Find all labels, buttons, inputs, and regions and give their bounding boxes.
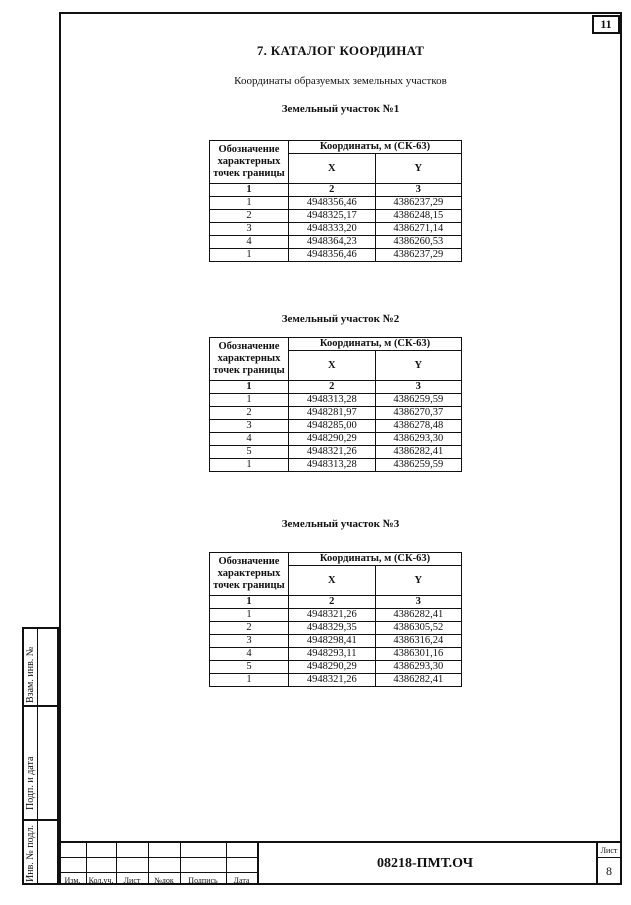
coords-header: Координаты, м (СК-63) — [289, 338, 462, 351]
col-num: 2 — [289, 184, 376, 197]
table-row — [210, 635, 462, 648]
point-cell: 3 — [210, 223, 289, 236]
x-header: X — [289, 351, 376, 381]
x-cell: 4948321,26 — [289, 446, 376, 459]
point-cell: 5 — [210, 446, 289, 459]
plot-2-table — [209, 337, 462, 472]
plot-2-heading: Земельный участок №2 — [281, 313, 400, 325]
table-row — [210, 420, 462, 433]
title-block-line — [59, 857, 257, 858]
point-cell: 2 — [210, 407, 289, 420]
y-cell: 4386293,30 — [375, 661, 462, 674]
point-cell: 1 — [210, 197, 289, 210]
x-cell: 4948356,46 — [289, 249, 376, 262]
col-num: 2 — [289, 596, 376, 609]
x-cell: 4948298,41 — [289, 635, 376, 648]
table-row — [210, 661, 462, 674]
table-row — [210, 446, 462, 459]
table-row — [210, 459, 462, 472]
x-header: X — [289, 154, 376, 184]
table-row — [210, 648, 462, 661]
plot-1-table — [209, 140, 462, 262]
col-num: 3 — [375, 184, 462, 197]
y-cell: 4386237,29 — [375, 197, 462, 210]
x-cell: 4948290,29 — [289, 661, 376, 674]
page-title: 7. КАТАЛОГ КООРДИНАТ — [256, 43, 425, 58]
point-cell: 5 — [210, 661, 289, 674]
y-cell: 4386305,52 — [375, 622, 462, 635]
y-cell: 4386316,24 — [375, 635, 462, 648]
x-cell: 4948281,97 — [289, 407, 376, 420]
coords-header: Координаты, м (СК-63) — [289, 141, 462, 154]
qty-label: Кол.уч. — [88, 876, 114, 885]
sheet-label: Лист — [600, 846, 618, 855]
table-row — [210, 433, 462, 446]
point-cell: 4 — [210, 648, 289, 661]
col-num: 3 — [375, 381, 462, 394]
sheet-number: 8 — [606, 864, 612, 878]
y-cell: 4386282,41 — [375, 446, 462, 459]
x-cell: 4948333,20 — [289, 223, 376, 236]
col-num: 1 — [210, 184, 289, 197]
point-cell: 2 — [210, 622, 289, 635]
point-cell: 1 — [210, 459, 289, 472]
table-row — [210, 407, 462, 420]
plot-1-heading: Земельный участок №1 — [281, 103, 400, 115]
coords-header: Координаты, м (СК-63) — [289, 553, 462, 566]
page-subtitle: Координаты образуемых земельных участков — [234, 75, 447, 87]
rev-label: Изм. — [64, 876, 81, 885]
side-stamp-row-line — [24, 819, 57, 821]
plot-3-table — [209, 552, 462, 687]
date-label: Дата — [233, 876, 250, 885]
table-row — [210, 197, 462, 210]
x-cell: 4948321,26 — [289, 674, 376, 687]
y-cell: 4386260,53 — [375, 236, 462, 249]
table-row — [210, 609, 462, 622]
y-header: Y — [375, 154, 462, 184]
y-header: Y — [375, 566, 462, 596]
x-cell: 4948313,28 — [289, 459, 376, 472]
point-cell: 3 — [210, 635, 289, 648]
point-cell: 2 — [210, 210, 289, 223]
docnum-label: №док — [154, 876, 174, 885]
table-row — [210, 236, 462, 249]
point-header: Обозначение характерных точек границы — [210, 141, 289, 184]
col-num: 1 — [210, 596, 289, 609]
sign-date-label: Подп. и дата — [25, 756, 36, 810]
title-block-line — [59, 872, 257, 873]
side-stamp — [22, 627, 59, 885]
table-row — [210, 249, 462, 262]
col-num: 3 — [375, 596, 462, 609]
replace-inv-label: Взам. инв. № — [25, 646, 36, 703]
table-row — [210, 223, 462, 236]
y-cell: 4386282,41 — [375, 674, 462, 687]
corner-page-number: 11 — [592, 15, 620, 34]
y-cell: 4386270,37 — [375, 407, 462, 420]
table-row — [210, 394, 462, 407]
y-cell: 4386293,30 — [375, 433, 462, 446]
y-cell: 4386278,48 — [375, 420, 462, 433]
y-cell: 4386271,14 — [375, 223, 462, 236]
x-cell: 4948329,35 — [289, 622, 376, 635]
y-header: Y — [375, 351, 462, 381]
table-row — [210, 210, 462, 223]
y-cell: 4386259,59 — [375, 394, 462, 407]
y-cell: 4386301,16 — [375, 648, 462, 661]
x-cell: 4948364,23 — [289, 236, 376, 249]
point-cell: 1 — [210, 249, 289, 262]
x-cell: 4948293,11 — [289, 648, 376, 661]
point-cell: 1 — [210, 674, 289, 687]
point-header: Обозначение характерных точек границы — [210, 338, 289, 381]
x-cell: 4948321,26 — [289, 609, 376, 622]
sheet-col-label: Лист — [123, 876, 141, 885]
point-cell: 3 — [210, 420, 289, 433]
x-cell: 4948290,29 — [289, 433, 376, 446]
point-cell: 1 — [210, 394, 289, 407]
x-cell: 4948313,28 — [289, 394, 376, 407]
table-row — [210, 674, 462, 687]
point-header: Обозначение характерных точек границы — [210, 553, 289, 596]
inv-orig-label: Инв. № подл. — [25, 825, 36, 882]
title-block-line — [257, 841, 259, 885]
point-cell: 4 — [210, 236, 289, 249]
point-cell: 4 — [210, 433, 289, 446]
x-cell: 4948285,00 — [289, 420, 376, 433]
signature-label: Подпись — [188, 876, 218, 885]
x-cell: 4948356,46 — [289, 197, 376, 210]
table-row — [210, 622, 462, 635]
x-header: X — [289, 566, 376, 596]
document-code: 08218-ПМТ.ОЧ — [376, 856, 474, 871]
y-cell: 4386259,59 — [375, 459, 462, 472]
x-cell: 4948325,17 — [289, 210, 376, 223]
plot-3-heading: Земельный участок №3 — [281, 518, 400, 530]
sheet-divider — [596, 857, 622, 858]
point-cell: 1 — [210, 609, 289, 622]
y-cell: 4386248,15 — [375, 210, 462, 223]
y-cell: 4386282,41 — [375, 609, 462, 622]
y-cell: 4386237,29 — [375, 249, 462, 262]
col-num: 2 — [289, 381, 376, 394]
side-stamp-row-line — [24, 705, 57, 707]
col-num: 1 — [210, 381, 289, 394]
